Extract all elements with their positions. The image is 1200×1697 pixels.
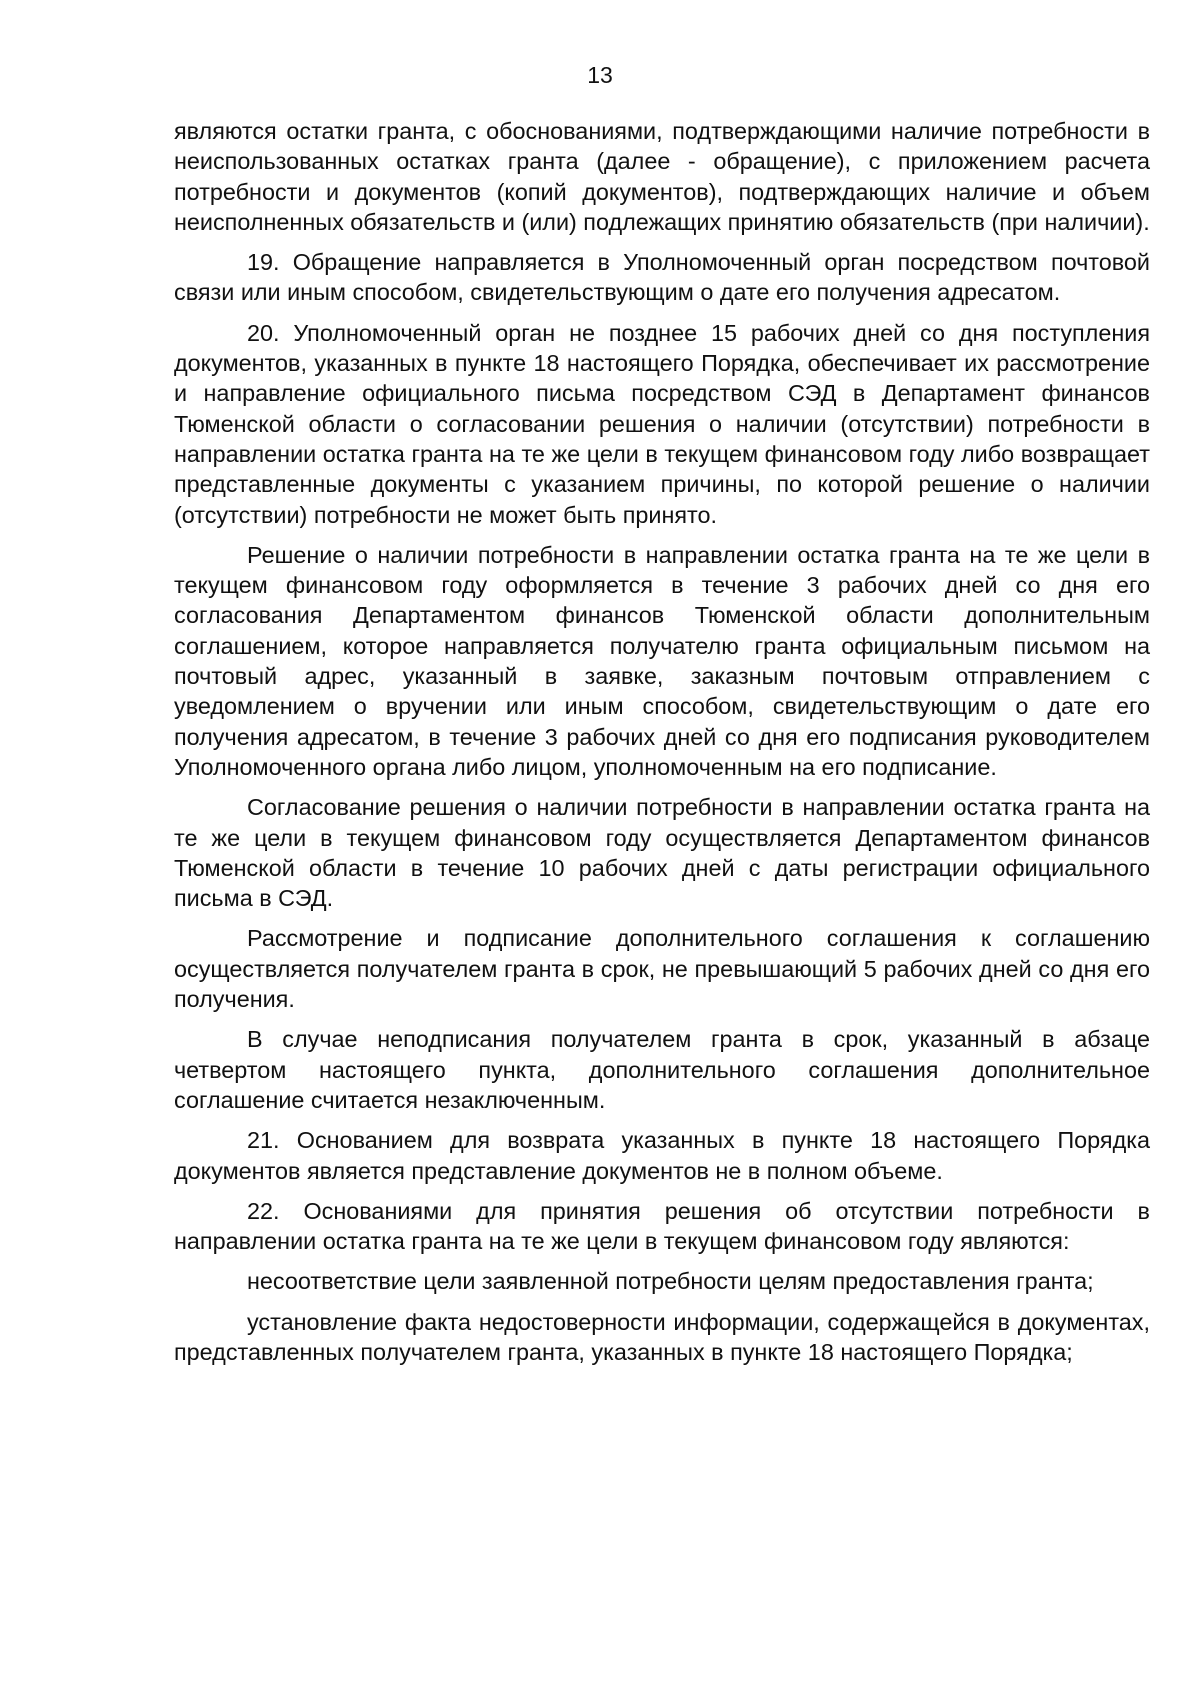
paragraph-agreement-signing: Рассмотрение и подписание дополнительного соглашения к соглашению осуществляется получателем гранта в срок, не превышающий 5 рабочих дней со дня его получения. (174, 925, 1150, 1013)
paragraph-reason-mismatch: несоответствие цели заявленной потребности целям предоставления гранта; (247, 1268, 1094, 1295)
paragraph-item-22: 22. Основаниями для принятия решения об отсутствии потребности в направлении остатка гранта на те же цели в текущем финансовом году являются: (174, 1197, 1150, 1255)
paragraph-decision-approval: Согласование решения о наличии потребности в направлении остатка гранта на те же цели в текущем финансовом году осуществляется Департаментом финансов Тюменской области в течение 10 рабочих дней с даты регистрации официального письма в СЭД. (174, 794, 1150, 912)
paragraph-reason-inaccuracy: установление факта недостоверности информации, содержащейся в документах, представленных получателем гранта, указанных в пункте 18 настоящего Порядка; (174, 1308, 1150, 1365)
paragraph-decision-formalization: Решение о наличии потребности в направлении остатка гранта на те же цели в текущем финансовом году оформляется в течение 3 рабочих дней со дня его согласования Департаментом финансов Тюменской области дополнительным соглашением, которое направляется получателю гранта официальным письмом на почтовый адрес, указанный в заявке, заказным почтовым отправлением с уведомлением о вручении или иным способом, свидетельствующим о дате его получения адресатом, в течение 3 рабочих дней со дня его подписания руководителем Уполномоченного органа либо лицом, уполномоченным на его подписание. (174, 541, 1150, 780)
paragraph-item-20: 20. Уполномоченный орган не позднее 15 рабочих дней со дня поступления документов, указанных в пункте 18 настоящего Порядка, обеспечивает их рассмотрение и направление официального письма посредством СЭД в Департамент финансов Тюменской области о согласовании решения о наличии (отсутствии) потребности в направлении остатка гранта на те же цели в текущем финансовом году либо возвращает представленные документы с указанием причины, по которой решение о наличии (отсутствии) потребности не может быть принято. (174, 319, 1150, 528)
paragraph-item-21: 21. Основанием для возврата указанных в пункте 18 настоящего Порядка документов является представление документов не в полном объеме. (174, 1127, 1150, 1184)
paragraph-continuation: являются остатки гранта, с обоснованиями, подтверждающими наличие потребности в неиспользованных остатках гранта (далее - обращение), с приложением расчета потребности и документов (копий документов), подтверждающих наличие и объем неисполненных обязательств и (или) подлежащих принятию обязательств (при наличии). (174, 118, 1150, 235)
document-body (174, 116, 1150, 1377)
paragraph-non-signing: В случае неподписания получателем гранта в срок, указанный в абзаце четвертом настоящего пункта, дополнительного соглашения дополнительное соглашение считается незаключенным. (174, 1026, 1150, 1113)
page-number: 13 (587, 62, 613, 88)
paragraph-item-19: 19. Обращение направляется в Уполномоченный орган посредством почтовой связи или иным способом, свидетельствующим о дате его получения адресатом. (174, 249, 1150, 306)
